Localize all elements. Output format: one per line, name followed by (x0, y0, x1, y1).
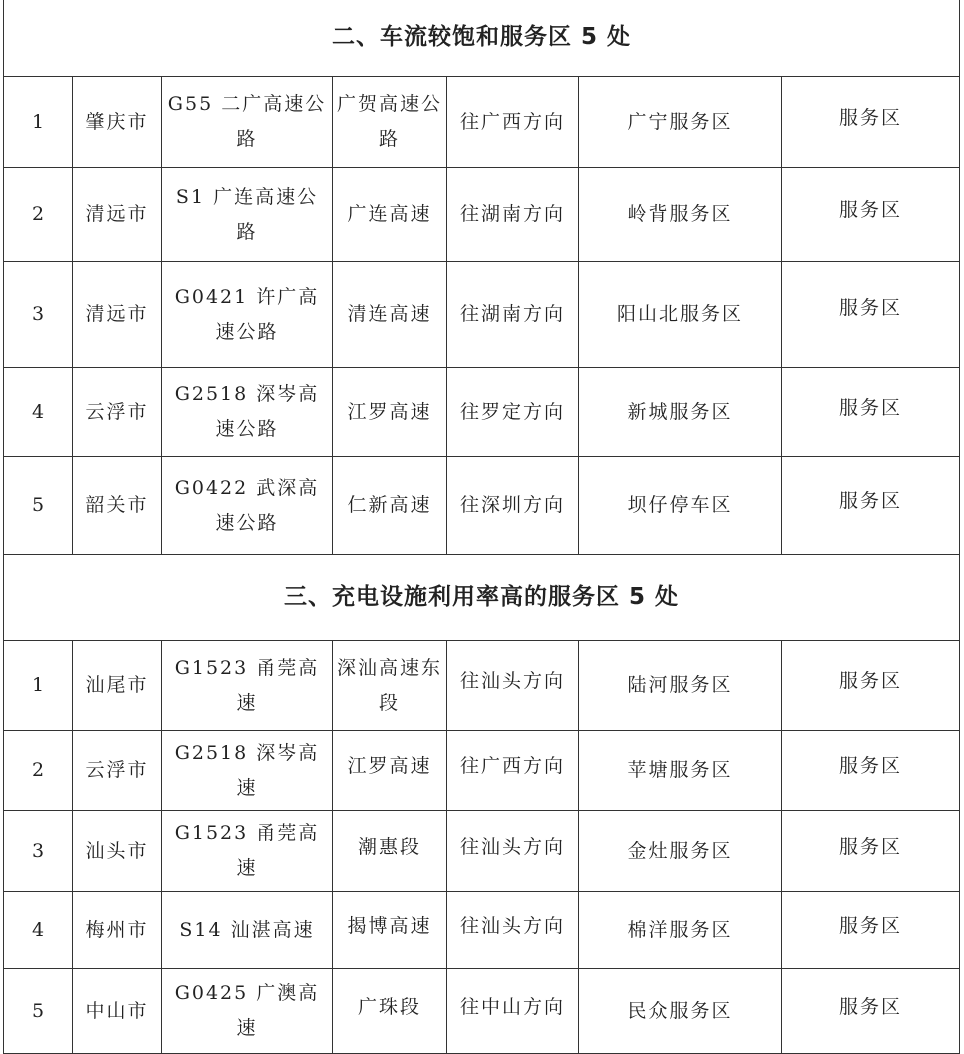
table-row (4, 892, 960, 969)
direction-cell: 往汕头方向 (447, 892, 579, 969)
table-row (4, 969, 960, 1054)
segment-cell: 仁新高速 (333, 457, 447, 555)
segment-cell: 广珠段 (333, 969, 447, 1054)
segment-cell: 江罗高速 (333, 731, 447, 811)
row-number: 3 (4, 811, 73, 892)
segment-cell: 潮惠段 (333, 811, 447, 892)
segment-cell: 清连高速 (333, 262, 447, 368)
type-cell: 服务区 (782, 892, 960, 969)
city-cell: 云浮市 (73, 731, 162, 811)
segment-cell: 江罗高速 (333, 368, 447, 457)
table-row (4, 77, 960, 168)
direction-cell: 往广西方向 (447, 731, 579, 811)
direction-cell: 往汕头方向 (447, 641, 579, 731)
section-header-row (4, 0, 960, 77)
direction-cell: 往深圳方向 (447, 457, 579, 555)
service-area-name-cell: 坝仔停车区 (579, 457, 782, 555)
row-number: 4 (4, 892, 73, 969)
row-number: 2 (4, 731, 73, 811)
segment-cell: 广贺高速公路 (333, 77, 447, 168)
road-cell: S1 广连高速公路 (162, 168, 333, 262)
city-cell: 梅州市 (73, 892, 162, 969)
direction-cell: 往湖南方向 (447, 262, 579, 368)
type-cell: 服务区 (782, 641, 960, 731)
type-cell: 服务区 (782, 969, 960, 1054)
table-row (4, 811, 960, 892)
section-header-row (4, 555, 960, 641)
service-area-name-cell: 民众服务区 (579, 969, 782, 1054)
city-cell: 清远市 (73, 168, 162, 262)
road-cell: G1523 甬莞高速 (162, 641, 333, 731)
service-area-name-cell: 岭背服务区 (579, 168, 782, 262)
service-area-name-cell: 金灶服务区 (579, 811, 782, 892)
table-row (4, 168, 960, 262)
direction-cell: 往广西方向 (447, 77, 579, 168)
city-cell: 汕尾市 (73, 641, 162, 731)
road-cell: G55 二广高速公路 (162, 77, 333, 168)
table-row (4, 641, 960, 731)
table-row (4, 457, 960, 555)
row-number: 5 (4, 457, 73, 555)
type-cell: 服务区 (782, 811, 960, 892)
road-cell: G0425 广澳高速 (162, 969, 333, 1054)
row-number: 1 (4, 641, 73, 731)
service-area-name-cell: 阳山北服务区 (579, 262, 782, 368)
type-cell: 服务区 (782, 77, 960, 168)
service-area-name-cell: 棉洋服务区 (579, 892, 782, 969)
table-row (4, 262, 960, 368)
direction-cell: 往罗定方向 (447, 368, 579, 457)
direction-cell: 往汕头方向 (447, 811, 579, 892)
service-area-name-cell: 苹塘服务区 (579, 731, 782, 811)
city-cell: 韶关市 (73, 457, 162, 555)
city-cell: 汕头市 (73, 811, 162, 892)
city-cell: 肇庆市 (73, 77, 162, 168)
row-number: 5 (4, 969, 73, 1054)
direction-cell: 往湖南方向 (447, 168, 579, 262)
segment-cell: 深汕高速东段 (333, 641, 447, 731)
segment-cell: 揭博高速 (333, 892, 447, 969)
table-row (4, 731, 960, 811)
road-cell: G2518 深岑高速 (162, 731, 333, 811)
type-cell: 服务区 (782, 457, 960, 555)
service-area-name-cell: 陆河服务区 (579, 641, 782, 731)
type-cell: 服务区 (782, 368, 960, 457)
type-cell: 服务区 (782, 168, 960, 262)
row-number: 1 (4, 77, 73, 168)
city-cell: 云浮市 (73, 368, 162, 457)
type-cell: 服务区 (782, 731, 960, 811)
road-cell: S14 汕湛高速 (162, 892, 333, 969)
row-number: 2 (4, 168, 73, 262)
table-row (4, 368, 960, 457)
city-cell: 清远市 (73, 262, 162, 368)
road-cell: G2518 深岑高速公路 (162, 368, 333, 457)
segment-cell: 广连高速 (333, 168, 447, 262)
service-area-name-cell: 广宁服务区 (579, 77, 782, 168)
row-number: 4 (4, 368, 73, 457)
section-title: 三、充电设施利用率高的服务区 5 处 (4, 555, 960, 641)
service-area-name-cell: 新城服务区 (579, 368, 782, 457)
road-cell: G0421 许广高速公路 (162, 262, 333, 368)
direction-cell: 往中山方向 (447, 969, 579, 1054)
city-cell: 中山市 (73, 969, 162, 1054)
type-cell: 服务区 (782, 262, 960, 368)
row-number: 3 (4, 262, 73, 368)
road-cell: G1523 甬莞高速 (162, 811, 333, 892)
section-title: 二、车流较饱和服务区 5 处 (4, 0, 960, 77)
road-cell: G0422 武深高速公路 (162, 457, 333, 555)
service-area-table (3, 0, 960, 1054)
